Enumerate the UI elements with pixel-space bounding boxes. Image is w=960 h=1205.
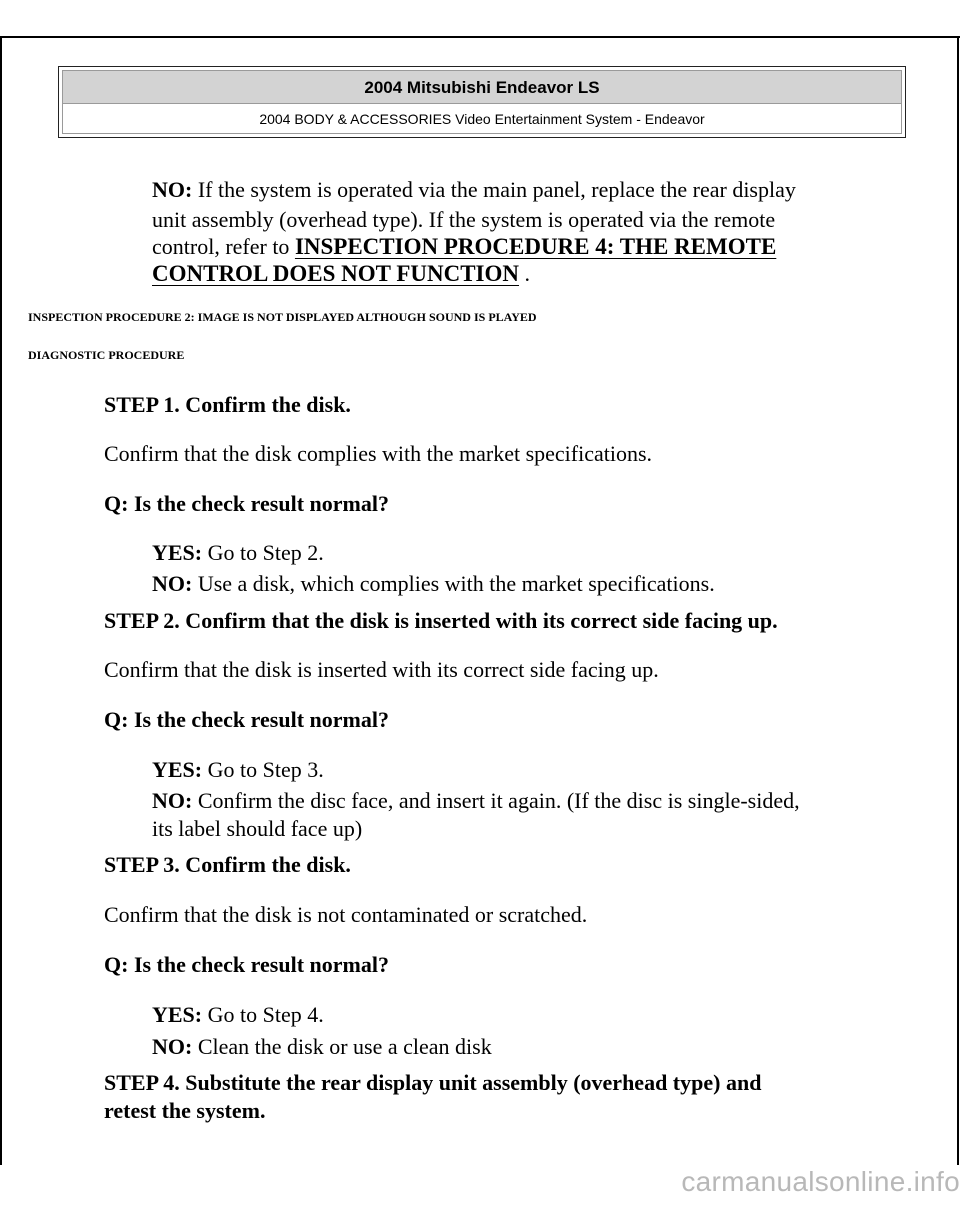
- step-4-heading-continued: retest the system.: [104, 1098, 266, 1123]
- step-2-no-continued: its label should face up): [152, 816, 363, 841]
- no-label: NO:: [152, 571, 193, 596]
- step-2-heading: STEP 2. Confirm that the disk is inserted with its correct side facing up.: [104, 608, 778, 633]
- diagnostic-title: DIAGNOSTIC PROCEDURE: [28, 348, 185, 362]
- step-4-heading: STEP 4. Substitute the rear display unit assembly (overhead type) and: [104, 1070, 762, 1095]
- procedure-4-link[interactable]: INSPECTION PROCEDURE 4: THE REMOTE: [294, 234, 777, 259]
- step-3-no: [152, 1034, 492, 1060]
- procedure-title: INSPECTION PROCEDURE 2: IMAGE IS NOT DISPLAYED ALTHOUGH SOUND IS PLAYED: [28, 310, 537, 324]
- intro-text-1: If the system is operated via the main panel, replace the rear display: [192, 177, 796, 202]
- step-3-instruction: Confirm that the disk is not contaminated or scratched.: [104, 902, 588, 927]
- procedure-4-link-continued[interactable]: CONTROL DOES NOT FUNCTION: [152, 261, 520, 286]
- intro-text-4: .: [519, 261, 531, 286]
- intro-line-4: [152, 261, 530, 287]
- no-text: Clean the disk or use a clean disk: [192, 1034, 492, 1059]
- intro-line-2: unit assembly (overhead type). If the system is operated via the remote: [152, 207, 776, 232]
- step-1-no: [152, 571, 715, 597]
- step-1-heading: STEP 1. Confirm the disk.: [104, 392, 351, 417]
- step-3-question: Q: Is the check result normal?: [104, 952, 389, 977]
- no-label: NO:: [152, 177, 193, 202]
- step-1-question: Q: Is the check result normal?: [104, 491, 389, 516]
- intro-line-3: [152, 234, 776, 260]
- yes-label: YES:: [152, 1002, 203, 1027]
- step-2-instruction: Confirm that the disk is inserted with its correct side facing up.: [104, 657, 659, 682]
- step-3-heading: STEP 3. Confirm the disk.: [104, 852, 351, 877]
- intro-line-1: [152, 177, 796, 203]
- page-frame-right: [957, 36, 959, 1165]
- document-header-inner: [62, 70, 902, 134]
- step-2-no: [152, 788, 800, 814]
- document-header: [58, 66, 906, 138]
- page-frame-top: [0, 36, 960, 38]
- no-text: Use a disk, which complies with the market specifications.: [192, 571, 715, 596]
- no-text: Confirm the disc face, and insert it again. (If the disc is single-sided,: [192, 788, 800, 813]
- vehicle-title: 2004 Mitsubishi Endeavor LS: [63, 71, 901, 104]
- step-2-question: Q: Is the check result normal?: [104, 707, 389, 732]
- yes-text: Go to Step 2.: [202, 540, 324, 565]
- step-3-yes: [152, 1002, 324, 1028]
- section-subtitle: 2004 BODY & ACCESSORIES Video Entertainment System - Endeavor: [259, 111, 705, 127]
- yes-label: YES:: [152, 757, 203, 782]
- no-label: NO:: [152, 1034, 193, 1059]
- no-label: NO:: [152, 788, 193, 813]
- step-1-yes: [152, 540, 324, 566]
- page-frame-left: [0, 36, 2, 1165]
- step-2-yes: [152, 757, 324, 783]
- step-1-instruction: Confirm that the disk complies with the market specifications.: [104, 441, 653, 466]
- intro-text-3: control, refer to: [152, 234, 295, 259]
- watermark: carmanualsonline.info: [681, 1166, 960, 1197]
- yes-text: Go to Step 4.: [202, 1002, 324, 1027]
- yes-text: Go to Step 3.: [202, 757, 324, 782]
- yes-label: YES:: [152, 540, 203, 565]
